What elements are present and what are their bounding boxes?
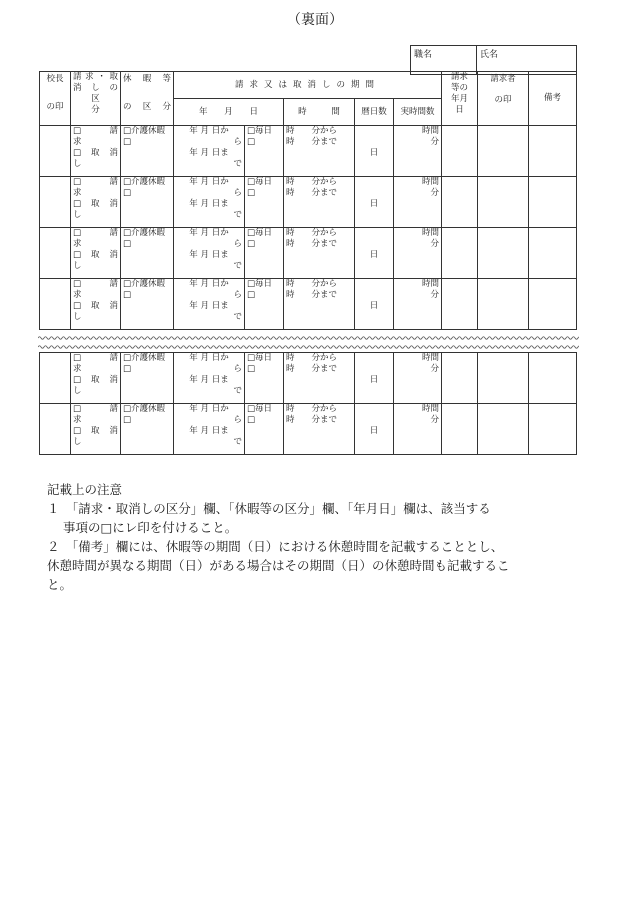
leave-request-table xyxy=(39,71,577,330)
every-day-cell[interactable] xyxy=(245,404,284,455)
request-type-cell[interactable]: □ 請 求 □ 取 消 し xyxy=(71,228,121,279)
cancel-checkbox[interactable]: □ 取 消 xyxy=(73,426,118,436)
time-cell[interactable]: 時 分から 時 分まで xyxy=(284,126,355,177)
notes-heading: 記載上の注意 xyxy=(47,482,123,497)
page-title: （裏面） xyxy=(287,12,343,28)
date-cell[interactable]: 年 月 日か ら 年 月 日ま で xyxy=(174,126,245,177)
remarks-cell[interactable] xyxy=(529,228,577,279)
care-leave-checkbox[interactable]: □介護休暇 xyxy=(123,279,166,289)
every-day-checkbox[interactable]: □毎日 xyxy=(247,177,273,187)
time-cell[interactable]: 時 分から 時 分まで xyxy=(284,177,355,228)
actual-hours-cell[interactable]: 時間 分 xyxy=(394,177,442,228)
other-leave-checkbox[interactable]: □ xyxy=(123,137,132,147)
request-checkbox[interactable]: □ 請 xyxy=(73,126,118,136)
note-item-2: ２ 「備考」欄には、休暇等の期間（日）における休憩時間を記載することとし、 xyxy=(47,539,504,554)
principal-seal-cell[interactable] xyxy=(40,228,71,279)
other-day-checkbox[interactable]: □ xyxy=(247,364,256,374)
leave-type-cell[interactable] xyxy=(121,177,174,228)
note-item-1: １ 「請求・取消しの区分」欄、「休暇等の区分」欄、「年月日」欄は、該当する xyxy=(47,501,491,516)
leave-request-table-continued xyxy=(39,352,577,455)
request-type-cell[interactable]: □ 請 求 □ 取 消 し xyxy=(71,353,121,404)
calendar-days-cell[interactable]: 日 xyxy=(355,279,394,330)
leave-type-cell[interactable] xyxy=(121,279,174,330)
request-date-cell[interactable] xyxy=(442,353,478,404)
actual-hours-header: 実時間数 xyxy=(394,99,442,126)
time-header: 時 間 xyxy=(284,99,355,126)
leave-type-cell[interactable] xyxy=(121,404,174,455)
calendar-days-cell[interactable]: 日 xyxy=(355,126,394,177)
date-cell[interactable]: 年 月 日か ら 年 月 日ま で xyxy=(174,353,245,404)
care-leave-checkbox[interactable]: □介護休暇 xyxy=(123,228,166,238)
position-label: 職名 xyxy=(414,50,433,60)
date-cell[interactable]: 年 月 日か ら 年 月 日ま で xyxy=(174,279,245,330)
requester-seal-cell[interactable] xyxy=(478,279,529,330)
name-label: 氏名 xyxy=(480,50,499,60)
table-row xyxy=(40,177,577,228)
actual-hours-cell[interactable]: 時間 分 xyxy=(394,228,442,279)
principal-seal-header: 校長 の印 xyxy=(40,72,71,126)
other-day-checkbox[interactable]: □ xyxy=(247,188,256,198)
requester-seal-cell[interactable] xyxy=(478,228,529,279)
calendar-days-header: 暦日数 xyxy=(355,99,394,126)
leave-type-cell[interactable] xyxy=(121,126,174,177)
request-date-cell[interactable] xyxy=(442,177,478,228)
actual-hours-cell[interactable]: 時間 分 xyxy=(394,404,442,455)
cancel-checkbox[interactable]: □ 取 消 xyxy=(73,250,118,260)
request-type-header: 請求・取 消しの 区 分 xyxy=(71,72,121,126)
every-day-cell[interactable] xyxy=(245,353,284,404)
care-leave-checkbox[interactable]: □介護休暇 xyxy=(123,404,166,414)
calendar-days-cell[interactable]: 日 xyxy=(355,228,394,279)
every-day-checkbox[interactable]: □毎日 xyxy=(247,228,273,238)
other-leave-checkbox[interactable]: □ xyxy=(123,188,132,198)
calendar-days-cell[interactable]: 日 xyxy=(355,404,394,455)
notes-section xyxy=(47,480,587,594)
leave-type-header: 休暇等 の区分 xyxy=(121,72,174,126)
request-date-cell[interactable] xyxy=(442,279,478,330)
table-row xyxy=(40,279,577,330)
principal-seal-cell[interactable] xyxy=(40,404,71,455)
leave-type-cell[interactable] xyxy=(121,353,174,404)
table-row xyxy=(40,353,577,404)
date-header: 年 月 日 xyxy=(174,99,284,126)
remarks-cell[interactable] xyxy=(529,126,577,177)
time-cell[interactable]: 時 分から 時 分まで xyxy=(284,279,355,330)
request-checkbox[interactable]: □ 請 xyxy=(73,353,118,363)
principal-seal-cell[interactable] xyxy=(40,126,71,177)
request-checkbox[interactable]: □ 請 xyxy=(73,177,118,187)
other-day-checkbox[interactable]: □ xyxy=(247,290,256,300)
date-cell[interactable]: 年 月 日か ら 年 月 日ま で xyxy=(174,404,245,455)
every-day-cell[interactable] xyxy=(245,126,284,177)
other-day-checkbox[interactable]: □ xyxy=(247,415,256,425)
request-date-cell[interactable] xyxy=(442,126,478,177)
period-group-header: 請求又は取消しの期間 xyxy=(174,72,442,99)
requester-seal-header: 請求者 の印 xyxy=(478,72,529,126)
every-day-checkbox[interactable]: □毎日 xyxy=(247,404,273,414)
every-day-cell[interactable] xyxy=(245,228,284,279)
request-type-cell[interactable]: □ 請 求 □ 取 消 し xyxy=(71,177,121,228)
request-type-cell[interactable]: □ 請 求 □ 取 消 し xyxy=(71,279,121,330)
time-cell[interactable]: 時 分から 時 分まで xyxy=(284,404,355,455)
other-leave-checkbox[interactable]: □ xyxy=(123,415,132,425)
date-cell[interactable]: 年 月 日か ら 年 月 日ま で xyxy=(174,228,245,279)
request-checkbox[interactable]: □ 請 xyxy=(73,228,118,238)
time-cell[interactable]: 時 分から 時 分まで xyxy=(284,228,355,279)
care-leave-checkbox[interactable]: □介護休暇 xyxy=(123,126,166,136)
principal-seal-cell[interactable] xyxy=(40,279,71,330)
cancel-checkbox[interactable]: □ 取 消 xyxy=(73,375,118,385)
requester-seal-cell[interactable] xyxy=(478,353,529,404)
note-item-2-end: と。 xyxy=(47,577,73,592)
actual-hours-cell[interactable]: 時間 分 xyxy=(394,126,442,177)
every-day-checkbox[interactable]: □毎日 xyxy=(247,279,273,289)
care-leave-checkbox[interactable]: □介護休暇 xyxy=(123,353,166,363)
other-day-checkbox[interactable]: □ xyxy=(247,137,256,147)
remarks-cell[interactable] xyxy=(529,177,577,228)
calendar-days-cell[interactable]: 日 xyxy=(355,177,394,228)
every-day-checkbox[interactable]: □毎日 xyxy=(247,126,273,136)
other-leave-checkbox[interactable]: □ xyxy=(123,239,132,249)
calendar-days-cell[interactable]: 日 xyxy=(355,353,394,404)
remarks-header: 備考 xyxy=(529,72,577,126)
note-item-1-cont: 事項の□にレ印を付けること。 xyxy=(63,520,238,535)
cancel-checkbox[interactable]: □ 取 消 xyxy=(73,199,118,209)
cancel-checkbox[interactable]: □ 取 消 xyxy=(73,301,118,311)
other-leave-checkbox[interactable]: □ xyxy=(123,290,132,300)
table-row xyxy=(40,404,577,455)
principal-seal-cell[interactable] xyxy=(40,353,71,404)
every-day-cell[interactable] xyxy=(245,279,284,330)
request-date-header: 請求 等の 年月 日 xyxy=(442,72,478,126)
principal-seal-cell[interactable] xyxy=(40,177,71,228)
request-checkbox[interactable]: □ 請 xyxy=(73,279,118,289)
actual-hours-cell[interactable]: 時間 分 xyxy=(394,279,442,330)
date-cell[interactable]: 年 月 日か ら 年 月 日ま で xyxy=(174,177,245,228)
omission-wave xyxy=(38,333,579,353)
actual-hours-cell[interactable]: 時間 分 xyxy=(394,353,442,404)
remarks-cell[interactable] xyxy=(529,279,577,330)
other-leave-checkbox[interactable]: □ xyxy=(123,364,132,374)
requester-seal-cell[interactable] xyxy=(478,126,529,177)
requester-seal-cell[interactable] xyxy=(478,177,529,228)
request-date-cell[interactable] xyxy=(442,228,478,279)
table-row xyxy=(40,126,577,177)
request-type-cell[interactable]: □ 請 求 □ 取 消 し xyxy=(71,404,121,455)
care-leave-checkbox[interactable]: □介護休暇 xyxy=(123,177,166,187)
time-cell[interactable]: 時 分から 時 分まで xyxy=(284,353,355,404)
remarks-cell[interactable] xyxy=(529,353,577,404)
other-day-checkbox[interactable]: □ xyxy=(247,239,256,249)
request-checkbox[interactable]: □ 請 xyxy=(73,404,118,414)
request-type-cell[interactable]: □ 請 求 □ 取 消 し xyxy=(71,126,121,177)
every-day-checkbox[interactable]: □毎日 xyxy=(247,353,273,363)
note-item-2-cont: 休憩時間が異なる期間（日）がある場合はその期間（日）の休憩時間も記載するこ xyxy=(47,558,510,573)
table-row xyxy=(40,228,577,279)
cancel-checkbox[interactable]: □ 取 消 xyxy=(73,148,118,158)
requester-seal-cell[interactable] xyxy=(478,404,529,455)
request-date-cell[interactable] xyxy=(442,404,478,455)
remarks-cell[interactable] xyxy=(529,404,577,455)
leave-type-cell[interactable] xyxy=(121,228,174,279)
every-day-cell[interactable] xyxy=(245,177,284,228)
